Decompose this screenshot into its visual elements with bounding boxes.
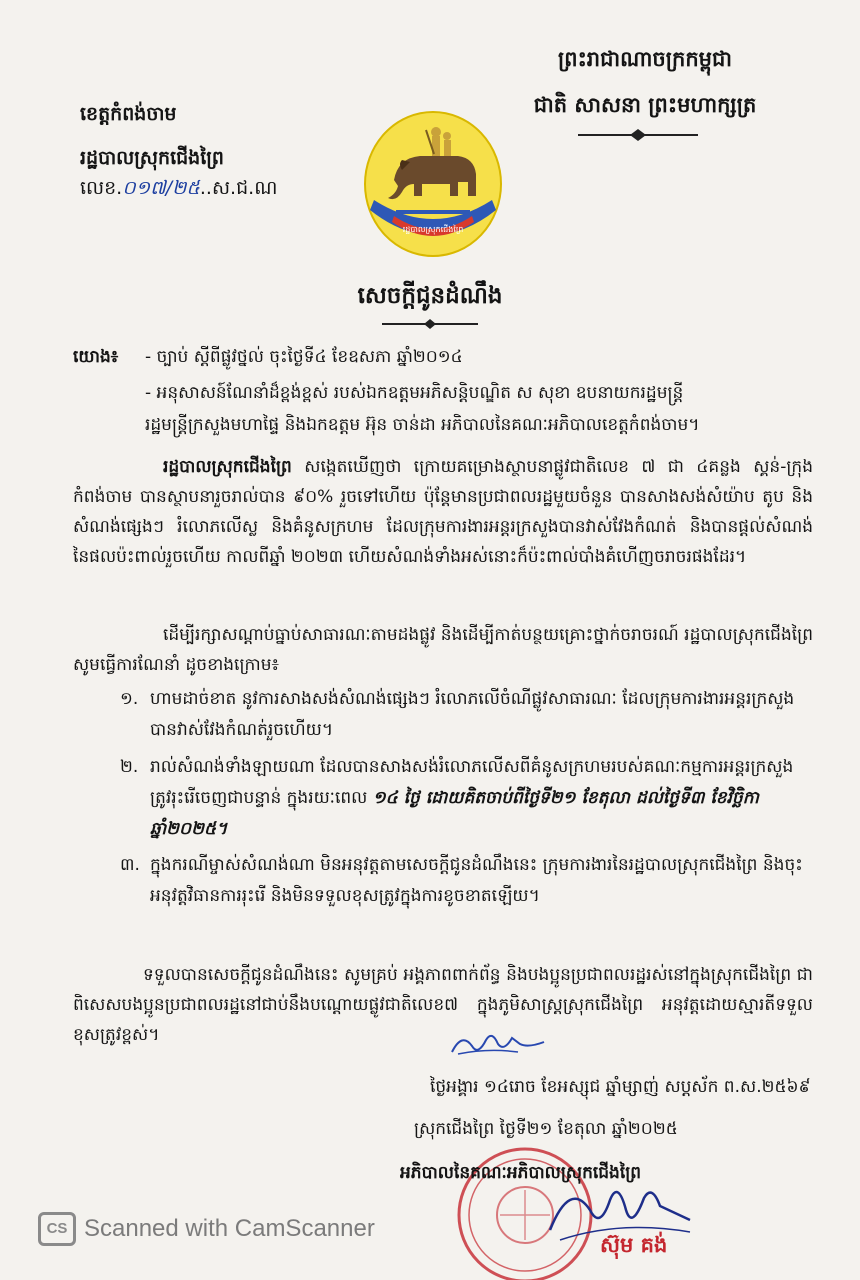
reference-number — [80, 176, 277, 204]
paragraph-observation — [73, 452, 813, 572]
item-number: ១. — [120, 689, 139, 709]
reference-instruction-cont: រដ្ឋមន្ត្រីក្រសួងមហាផ្ទៃ និងឯកឧត្តម អ៊ុន ចាន់ដា អភិបាលនៃគណៈអភិបាលខេត្តកំពង់ចាម។ — [145, 415, 700, 435]
ref-prefix: លេខ. — [80, 177, 123, 199]
motto-divider-ornament — [578, 128, 698, 142]
district-admin-name: រដ្ឋបាលស្រុកជើងព្រៃ — [80, 147, 224, 169]
instruction-item-3 — [120, 850, 810, 912]
ref-suffix: ..ស.ជ.ណ — [199, 177, 278, 199]
item-text: ហាមដាច់ខាត នូវការសាងសង់សំណង់ផ្សេងៗ រំលោភលើចំណីផ្លូវសាធារណៈ ដែលក្រុមការងារអន្តរក្រសួងបានវាស់វែងកំណត់រួចហើយ។ — [150, 689, 795, 740]
initials-signature — [448, 1022, 548, 1062]
signatory-name: ស៊ុម គង់ — [600, 1233, 668, 1257]
instruction-item-2 — [120, 752, 810, 845]
item-text: រាល់សំណង់ទាំងឡាយណា ដែលបានសាងសង់រំលោភលើសពីគំនូសក្រហមរបស់គណៈកម្មការអន្តរក្រសួង ត្រូវរុះរើចេញជាបន្ទាន់ ក្នុងរយៈពេល — [150, 757, 794, 808]
item-text: ក្នុងករណីម្ចាស់សំណង់ណា មិនអនុវត្តតាមសេចក្តីជូនដំណឹងនេះ ក្រុមការងារនៃរដ្ឋបាលស្រុកជើងព្រៃ និងចុះអនុវត្តវិធានការរុះរើ និងមិនទទួលខុសត្រូវក្នុងការខូចខាតឡើយ។ — [150, 855, 803, 906]
item-number: ៣. — [120, 855, 140, 875]
references-label: យោង៖ — [73, 347, 119, 367]
paragraph-purpose: ដើម្បីរក្សាសណ្តាប់ធ្នាប់សាធារណៈតាមដងផ្លូវ និងដើម្បីកាត់បន្ថយគ្រោះថ្នាក់ចរាចរណ៍ រដ្ឋបាលស្រុកជើងព្រៃ សូមធ្វើការណែនាំ ដូចខាងក្រោម៖ — [73, 625, 814, 675]
ref-number-handwritten: ០១៧/២៥ — [122, 177, 200, 199]
paragraph-body: សង្កេតឃើញថា ក្រោយគម្រោងស្ថាបនាផ្លូវជាតិលេខ ៧ ជា ៤គន្លង ស្គន់-ក្រុងកំពង់ចាម បានស្ថាបនារួចរាល់បាន ៩០% រួចទៅហើយ ប៉ុន្តែមានប្រជាពលរដ្ឋមួយចំនួន បានសាងសង់សំយ៉ាប តូប និងសំណង់ផ្សេងៗ រំលោភលើស្ល និងគំនូសក្រហម ដែលក្រុមការងារអន្តរក្រសួងបានវាស់វែងកំណត់ និងបានផ្តល់សំណង់នៃផលប៉ះពាល់រួចហើយ កាលពីឆ្នាំ ២០២៣ ហើយសំណង់ទាំងអស់នោះក៏ប៉ះពាល់បាំងគំហើញចរាចរផងដែរ។ — [73, 457, 813, 567]
province-name: ខេត្តកំពង់ចាម — [80, 103, 177, 125]
reference-instruction: - អនុសាសន៍ណែនាំដ៏ខ្ពង់ខ្ពស់ របស់ឯកឧត្តមអភិសន្តិបណ្ឌិត ស សុខា ឧបនាយករដ្ឋមន្ត្រី — [145, 383, 684, 403]
national-motto: ជាតិ សាសនា ព្រះមហាក្សត្រ — [533, 93, 757, 117]
date-place-solar: ស្រុកជើងព្រៃ ថ្ងៃទី២១ ខែតុលា ឆ្នាំ២០២៥ — [414, 1119, 678, 1139]
item-deadline-emphasis: ១៤ ថ្ងៃ ដោយគិតចាប់ពីថ្ងៃទី២១ ខែតុលា ដល់ថ្ងៃទី៣ ខែវិច្ឆិកា ឆ្នាំ២០២៥។ — [150, 788, 759, 839]
title-divider-ornament — [382, 318, 478, 330]
emblem-caption: រដ្ឋបាលស្រុកជើងព្រៃ — [402, 225, 464, 234]
notice-title: សេចក្តីជូនដំណឹង — [357, 283, 503, 309]
date-lunar: ថ្ងៃអង្គារ ១៤រោច ខែអស្សុជ ឆ្នាំម្សាញ់ សប្តស័ក ព.ស.២៥៦៩ — [430, 1077, 811, 1097]
kingdom-name: ព្រះរាជាណាចក្រកម្ពុជា — [557, 47, 732, 71]
paragraph-lead: រដ្ឋបាលស្រុកជើងព្រៃ — [163, 457, 292, 477]
instruction-item-1 — [120, 684, 810, 746]
camscanner-watermark — [38, 1212, 375, 1246]
signatory-title: អភិបាលនៃគណៈអភិបាលស្រុកជើងព្រៃ — [400, 1163, 642, 1183]
national-header — [480, 36, 810, 128]
issuer-header — [80, 92, 224, 180]
item-number: ២. — [120, 757, 139, 777]
reference-law: - ច្បាប់ ស្តីពីផ្លូវថ្នល់ ចុះថ្ងៃទី៤ ខែឧសភា ឆ្នាំ២០១៤ — [145, 347, 463, 367]
closing-paragraph: ទទួលបានសេចក្តីជូនដំណឹងនេះ សូមគ្រប់ អង្គភាពពាក់ព័ន្ធ និងបងប្អូនប្រជាពលរដ្ឋរស់នៅក្នុងស្រុកជើងព្រៃ ជាពិសេសបងប្អូនប្រជាពលរដ្ឋនៅជាប់នឹងបណ្តោយផ្លូវជាតិលេខ៧ ក្នុងភូមិសាស្ត្រស្រុកជើងព្រៃ អនុវត្តដោយស្មារតីទទួលខុសត្រូវខ្ពស់។ — [73, 965, 813, 1045]
camscanner-logo-icon: CS — [38, 1212, 76, 1246]
watermark-text: Scanned with CamScanner — [84, 1215, 375, 1242]
